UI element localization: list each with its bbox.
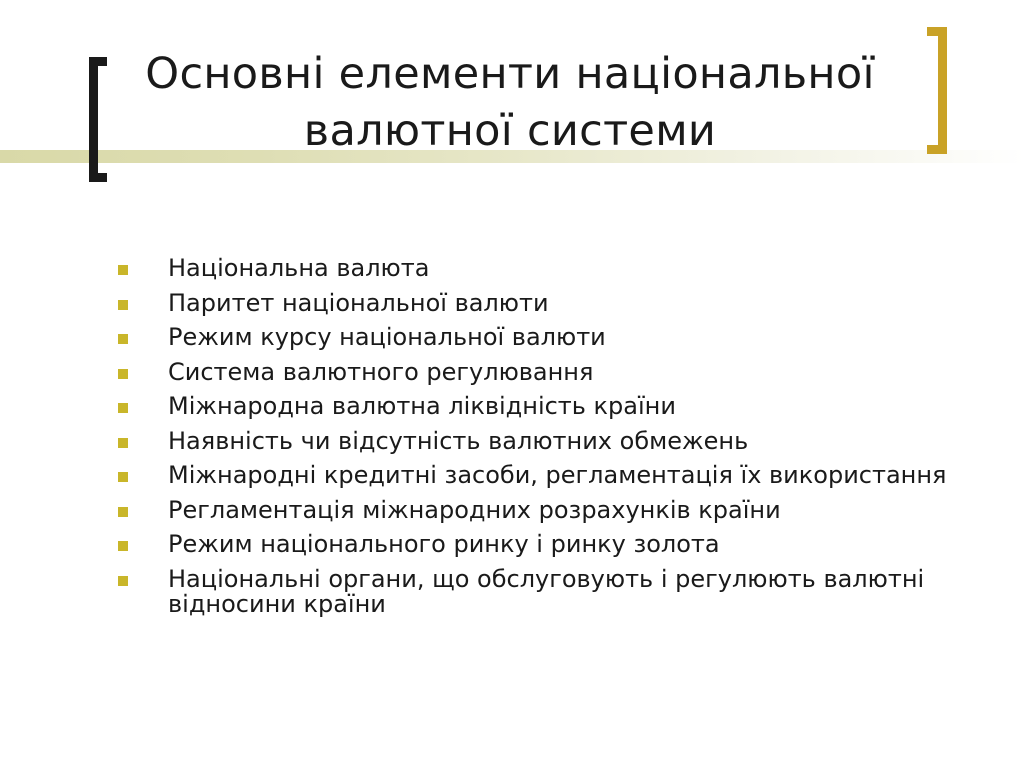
list-item <box>118 564 958 618</box>
list-item-text: Система валютного регулювання <box>168 357 594 386</box>
square-bullet-icon <box>118 265 128 275</box>
list-item-text: Режим національного ринку і ринку золота <box>168 530 720 558</box>
list-item-text: Наявність чи відсутність валютних обмежень <box>168 426 749 455</box>
square-bullet-icon <box>118 438 128 448</box>
square-bullet-icon <box>118 369 128 379</box>
square-bullet-icon <box>118 334 128 344</box>
list-item <box>118 394 958 419</box>
slide-title <box>60 46 960 160</box>
square-bullet-icon <box>118 472 128 482</box>
bullet-list <box>118 256 958 626</box>
slide-title-line-1: Основні елементи національної <box>145 49 875 99</box>
list-item-text: Регламентація міжнародних розрахунків країни <box>168 495 781 524</box>
square-bullet-icon <box>118 541 128 551</box>
square-bullet-icon <box>118 403 128 413</box>
list-item <box>118 288 958 317</box>
list-item <box>118 463 958 488</box>
list-item-text: Міжнародна валютна ліквідність країни <box>168 392 676 420</box>
list-item <box>118 532 958 557</box>
square-bullet-icon <box>118 576 128 586</box>
list-item-text: Національні органи, що обслуговують і регулюють валютні відносини країни <box>168 564 925 618</box>
list-item <box>118 357 958 386</box>
list-item-text: Міжнародні кредитні засоби, регламентація їх використання <box>168 461 947 489</box>
list-item <box>118 426 958 455</box>
list-item-text: Режим курсу національної валюти <box>168 323 606 351</box>
list-item-text: Національна валюта <box>168 254 430 282</box>
list-item <box>118 256 958 281</box>
slide-title-line-2: валютної системи <box>303 106 717 156</box>
list-item-text: Паритет національної валюти <box>168 288 549 317</box>
list-item <box>118 495 958 524</box>
square-bullet-icon <box>118 507 128 517</box>
square-bullet-icon <box>118 300 128 310</box>
list-item <box>118 325 958 350</box>
